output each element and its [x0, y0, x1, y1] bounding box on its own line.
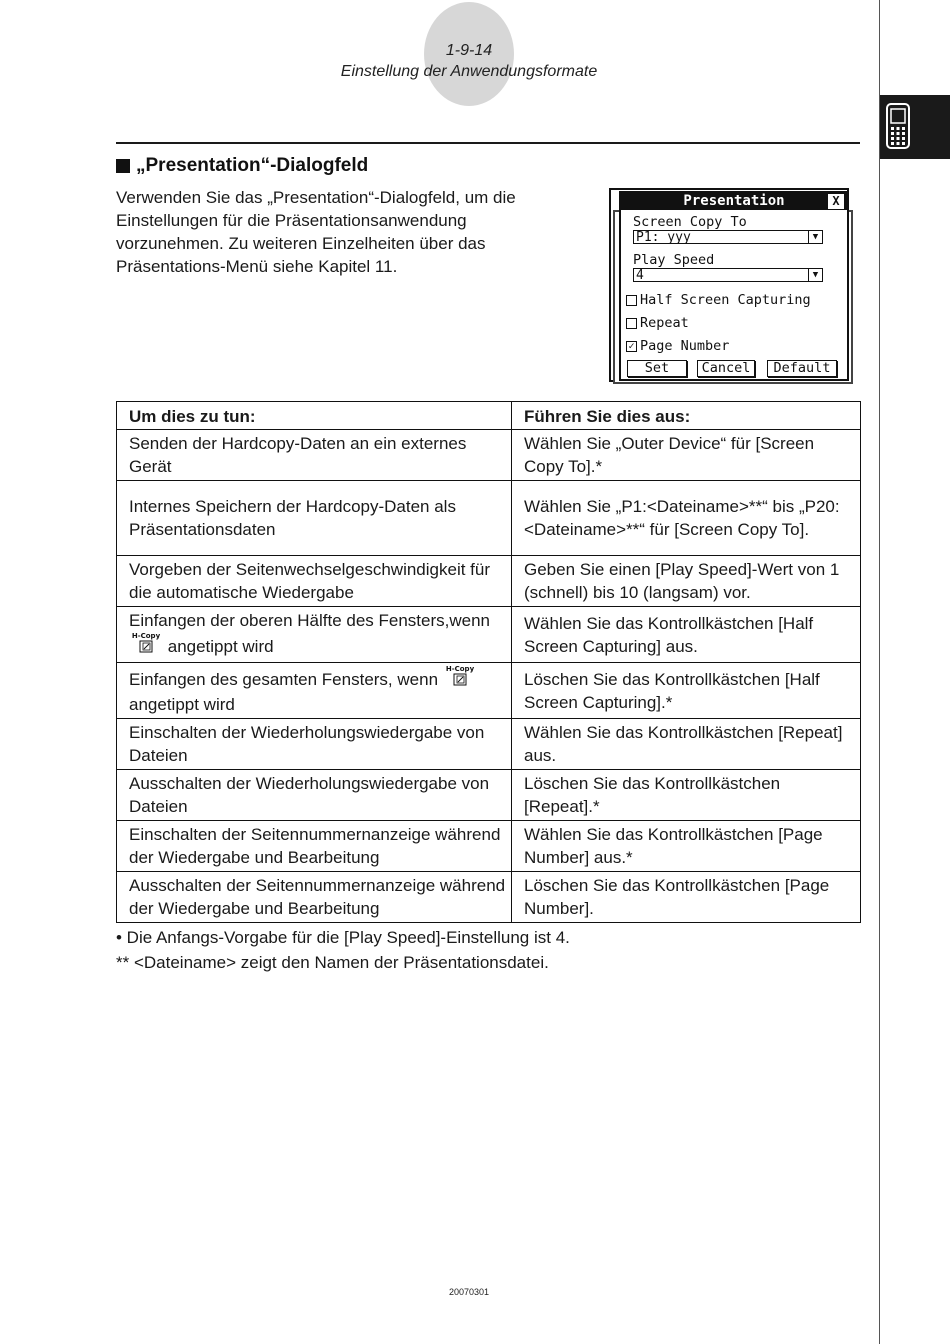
- note-play-speed: • Die Anfangs-Vorgabe für die [Play Speed]-Einstellung ist 4.: [116, 928, 570, 947]
- intro-paragraph: Verwenden Sie das „Presentation“-Dialogfeld, um die Einstellungen für die Präsentationsanwendung vorzunehmen. Zu weiteren Einzelheiten über das Präsentations-Menü siehe Kapitel 11.: [116, 188, 516, 276]
- play-speed-value: 4: [636, 268, 644, 283]
- dialog-title: Presentation: [683, 193, 785, 209]
- table-header-cell: Um dies zu tun:: [117, 402, 512, 430]
- table-cell-action: Ausschalten der Seitennummernanzeige während der Wiedergabe und Bearbeitung: [117, 872, 512, 923]
- h-copy-icon: [445, 665, 475, 693]
- cell-text: angetippt wird: [129, 695, 235, 714]
- section-title-text: „Presentation“-Dialogfeld: [136, 155, 369, 176]
- checkbox-checked-icon[interactable]: ✓: [626, 341, 637, 352]
- cell-text: angetippt wird: [167, 637, 274, 656]
- page-number-label: Page Number: [640, 338, 730, 354]
- table-cell-action: Einschalten der Wiederholungswiedergabe von Dateien: [117, 719, 512, 770]
- table-cell-instruction: Wählen Sie „Outer Device“ für [Screen Copy To].*: [512, 430, 861, 481]
- table-row: [117, 821, 861, 872]
- table-row: [117, 430, 861, 481]
- play-speed-label: Play Speed: [633, 252, 715, 268]
- repeat-checkbox[interactable]: [626, 315, 689, 331]
- screen-copy-select[interactable]: [633, 230, 823, 244]
- notes: [116, 925, 570, 975]
- table-cell-action: Ausschalten der Wiederholungswiedergabe von Dateien: [117, 770, 512, 821]
- cell-text: Einfangen der oberen Hälfte des Fensters,wenn: [129, 611, 491, 630]
- note-filename: ** <Dateiname> zeigt den Namen der Präsentationsdatei.: [116, 953, 549, 972]
- table-row: [117, 719, 861, 770]
- section-rule: [116, 142, 860, 144]
- table-row: [117, 556, 861, 607]
- cell-text: Einfangen des gesamten Fensters, wenn: [129, 670, 439, 689]
- close-icon[interactable]: X: [828, 194, 844, 209]
- chevron-down-icon[interactable]: ▼: [808, 230, 822, 244]
- table-header-row: [117, 402, 861, 430]
- section-title: [116, 155, 368, 177]
- half-screen-label: Half Screen Capturing: [640, 292, 811, 308]
- h-copy-label: H-Copy: [445, 665, 474, 673]
- table-cell-instruction: Löschen Sie das Kontrollkästchen [Repeat].*: [512, 770, 861, 821]
- checkbox-icon[interactable]: [626, 318, 637, 329]
- page-number: 1-9-14: [445, 42, 493, 59]
- table-cell-instruction: Geben Sie einen [Play Speed]-Wert von 1 (schnell) bis 10 (langsam) vor.: [512, 556, 861, 607]
- table-cell-action: Einschalten der Seitennummernanzeige während der Wiedergabe und Bearbeitung: [117, 821, 512, 872]
- screen-copy-label: Screen Copy To: [633, 214, 747, 230]
- table-cell-instruction: Wählen Sie das Kontrollkästchen [Page Number] aus.*: [512, 821, 861, 872]
- page-number-checkbox[interactable]: [626, 338, 729, 354]
- table-cell-instruction: Löschen Sie das Kontrollkästchen [Page Number].: [512, 872, 861, 923]
- table-header-cell: Führen Sie dies aus:: [512, 402, 861, 430]
- table-row: [117, 770, 861, 821]
- table-cell-instruction: Wählen Sie das Kontrollkästchen [Repeat] aus.: [512, 719, 861, 770]
- presentation-dialog: [619, 191, 849, 381]
- calculator-icon: [886, 103, 910, 149]
- default-button[interactable]: Default: [767, 360, 837, 377]
- table-cell-instruction: Wählen Sie „P1:<Dateiname>**“ bis „P20:<Dateiname>**“ für [Screen Copy To].: [512, 481, 861, 556]
- table-row: [117, 607, 861, 663]
- checkbox-icon[interactable]: [626, 295, 637, 306]
- bullet-square-icon: [116, 159, 130, 173]
- set-button[interactable]: Set: [627, 360, 687, 377]
- screen-copy-value: P1: yyy: [636, 230, 691, 245]
- table-cell-action: Internes Speichern der Hardcopy-Daten als Präsentationsdaten: [117, 481, 512, 556]
- table-cell-action: Senden der Hardcopy-Daten an ein externes Gerät: [117, 430, 512, 481]
- h-copy-icon: [131, 632, 161, 660]
- table-cell-instruction: Wählen Sie das Kontrollkästchen [Half Screen Capturing] aus.: [512, 607, 861, 663]
- page-subtitle: Einstellung der Anwendungsformate: [340, 63, 598, 80]
- half-screen-checkbox[interactable]: [626, 292, 811, 308]
- table-row: [117, 663, 861, 719]
- table-row: [117, 481, 861, 556]
- table-cell-action: [117, 607, 512, 663]
- play-speed-select[interactable]: [633, 268, 823, 282]
- chapter-tab: [880, 95, 950, 159]
- table-cell-action: Vorgeben der Seitenwechselgeschwindigkeit für die automatische Wiedergabe: [117, 556, 512, 607]
- table-cell-action: [117, 663, 512, 719]
- settings-table: [116, 401, 861, 923]
- table-row: [117, 872, 861, 923]
- cancel-button[interactable]: Cancel: [697, 360, 755, 377]
- margin-rule: [879, 0, 880, 1344]
- repeat-label: Repeat: [640, 315, 689, 331]
- presentation-dialog-screenshot: [609, 188, 853, 386]
- footer-code: 20070301: [448, 1287, 490, 1297]
- dialog-title-bar: [621, 193, 847, 210]
- chevron-down-icon[interactable]: ▼: [808, 268, 822, 282]
- h-copy-label: H-Copy: [131, 632, 161, 640]
- table-cell-instruction: Löschen Sie das Kontrollkästchen [Half Screen Capturing].*: [512, 663, 861, 719]
